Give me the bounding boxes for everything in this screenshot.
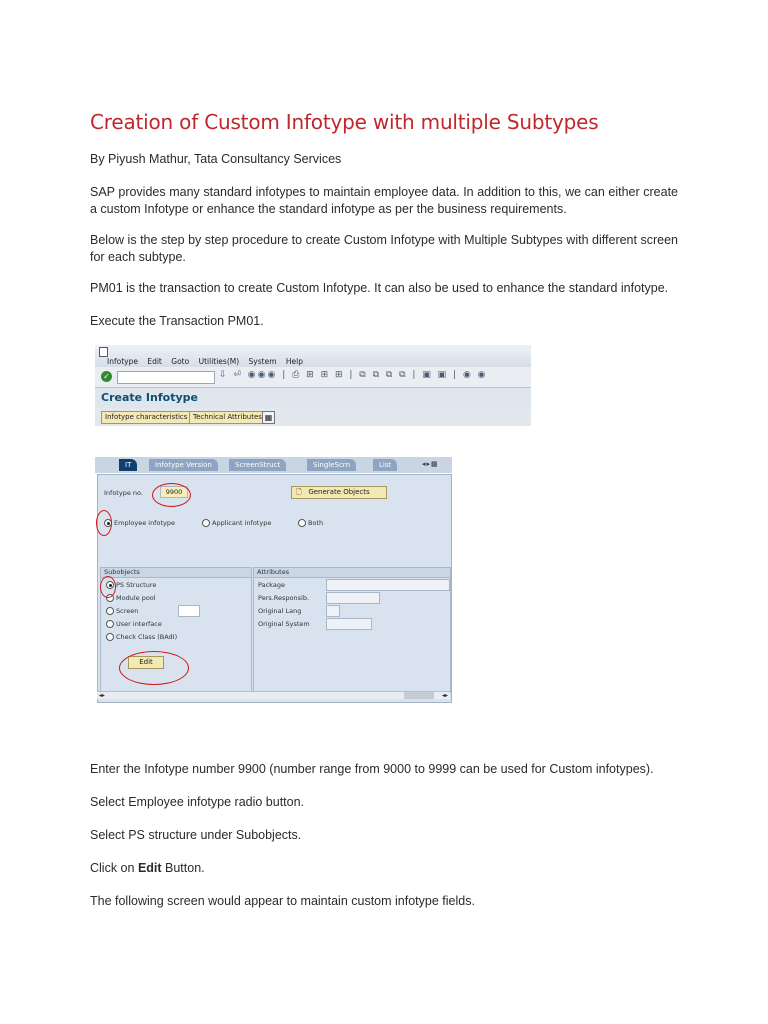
step-ps-structure: Select PS structure under Subobjects. [90, 828, 302, 842]
author-line: By Piyush Mathur, Tata Consultancy Services [90, 152, 342, 166]
highlight-edit-button [119, 651, 189, 685]
radio-employee[interactable]: Employee infotype [104, 519, 175, 527]
window-menu-icon[interactable] [99, 347, 108, 357]
attr-system-field [326, 618, 372, 630]
subobject-ps-structure[interactable]: PS Structure [106, 581, 156, 589]
infotype-characteristics-button[interactable]: Infotype characteristics [101, 411, 191, 424]
procedure-paragraph: Below is the step by step procedure to create Custom Infotype with Multiple Subtypes with different screen for each subtype. [90, 233, 678, 264]
attr-lang-field [326, 605, 340, 617]
radio-both-icon [298, 519, 306, 527]
horizontal-scrollbar[interactable]: ◂▸ ◂▸ [97, 692, 448, 699]
radio-both[interactable]: Both [298, 519, 323, 527]
menu-utilities[interactable]: Utilities(M) [198, 357, 240, 366]
subobject-module-pool[interactable]: Module pool [106, 594, 156, 602]
menu-system[interactable]: System [248, 357, 277, 366]
scroll-thumb[interactable] [404, 692, 434, 699]
highlight-ps-structure [100, 576, 116, 598]
subobject-check-class[interactable]: Check Class (BAdI) [106, 633, 177, 641]
attr-package-label: Package [258, 581, 285, 589]
infotype-no-label: Infotype no. [104, 489, 143, 497]
tab-screenstruct[interactable]: ScreenStruct [229, 459, 286, 471]
tab-singlescrn[interactable]: SingleScrn [307, 459, 356, 471]
attr-system-label: Original System [258, 620, 310, 628]
subobject-user-interface[interactable]: User interface [106, 620, 162, 628]
step-infotype-number: Enter the Infotype number 9900 (number range from 9000 to 9999 can be used for Custom infotypes). [90, 762, 654, 776]
edit-button[interactable]: Edit [128, 656, 164, 669]
edit-emphasis: Edit [137, 861, 162, 875]
step-employee-radio: Select Employee infotype radio button. [90, 795, 305, 809]
tab-list[interactable]: List [373, 459, 397, 471]
technical-attributes-button[interactable]: Technical Attributes [189, 411, 266, 424]
radio-ui-icon [106, 620, 114, 628]
menu-edit[interactable]: Edit [147, 357, 162, 366]
generate-objects-label: Generate Objects [308, 488, 370, 496]
radio-applicant-icon [202, 519, 210, 527]
generate-objects-button[interactable] [291, 486, 387, 499]
document-title: Creation of Custom Infotype with multiple Subtypes [90, 110, 599, 134]
menu-help[interactable]: Help [285, 357, 304, 366]
sap-toolbar [95, 367, 531, 388]
highlight-employee-radio [96, 510, 112, 536]
attr-package-field [326, 579, 450, 591]
toolbar-icons[interactable]: ⇩ ⏎ ◉◉◉ | ⎙ ⊞ ⊞ ⊞ | ⧉ ⧉ ⧉ ⧉ | ▣ ▣ | ◉ ◉ [219, 370, 488, 380]
radio-screen-icon [106, 607, 114, 615]
sap-titlebar [95, 388, 531, 408]
infotype-no-input[interactable]: 9900 [160, 486, 188, 498]
attr-lang-label: Original Lang [258, 607, 302, 615]
subobjects-header: Subobjects [101, 568, 251, 578]
document-icon: 🗋 [296, 488, 302, 496]
attributes-group [253, 567, 451, 693]
step-click-edit: Click on Edit Button. [90, 861, 205, 875]
tab-infotype-version[interactable]: Infotype Version [149, 459, 218, 471]
step-following-screen: The following screen would appear to maintain custom infotype fields. [90, 894, 475, 908]
radio-check-icon [106, 633, 114, 641]
pm01-paragraph: PM01 is the transaction to create Custom Infotype. It can also be used to enhance the standard infotype. [90, 281, 669, 295]
enter-check-icon[interactable]: ✓ [101, 371, 112, 382]
attr-persresp-field [326, 592, 380, 604]
menu-goto[interactable]: Goto [171, 357, 190, 366]
screen-number-input[interactable] [178, 605, 200, 617]
application-toolbar [95, 408, 531, 426]
command-field[interactable] [117, 371, 215, 384]
sap-menubar [95, 345, 531, 367]
subobject-screen[interactable]: Screen [106, 607, 138, 615]
tab-scroll-arrows[interactable]: ◂▸▦ [422, 460, 439, 468]
highlight-infotype-number [152, 483, 191, 507]
radio-applicant[interactable]: Applicant infotype [202, 519, 271, 527]
sap-screenshot [95, 345, 531, 740]
attr-persresp-label: Pers.Responsib. [258, 594, 310, 602]
attributes-header: Attributes [254, 568, 450, 578]
menu-infotype[interactable]: Infotype [107, 357, 138, 366]
tab-it[interactable]: IT [119, 459, 137, 471]
intro-paragraph: SAP provides many standard infotypes to maintain employee data. In addition to this, we can either create a custom Infotype or enhance the standard infotype as per the business requirements. [90, 185, 678, 216]
table-icon[interactable]: ▦ [262, 411, 275, 424]
execute-paragraph: Execute the Transaction PM01. [90, 314, 264, 328]
screen-title: Create Infotype [101, 391, 198, 404]
